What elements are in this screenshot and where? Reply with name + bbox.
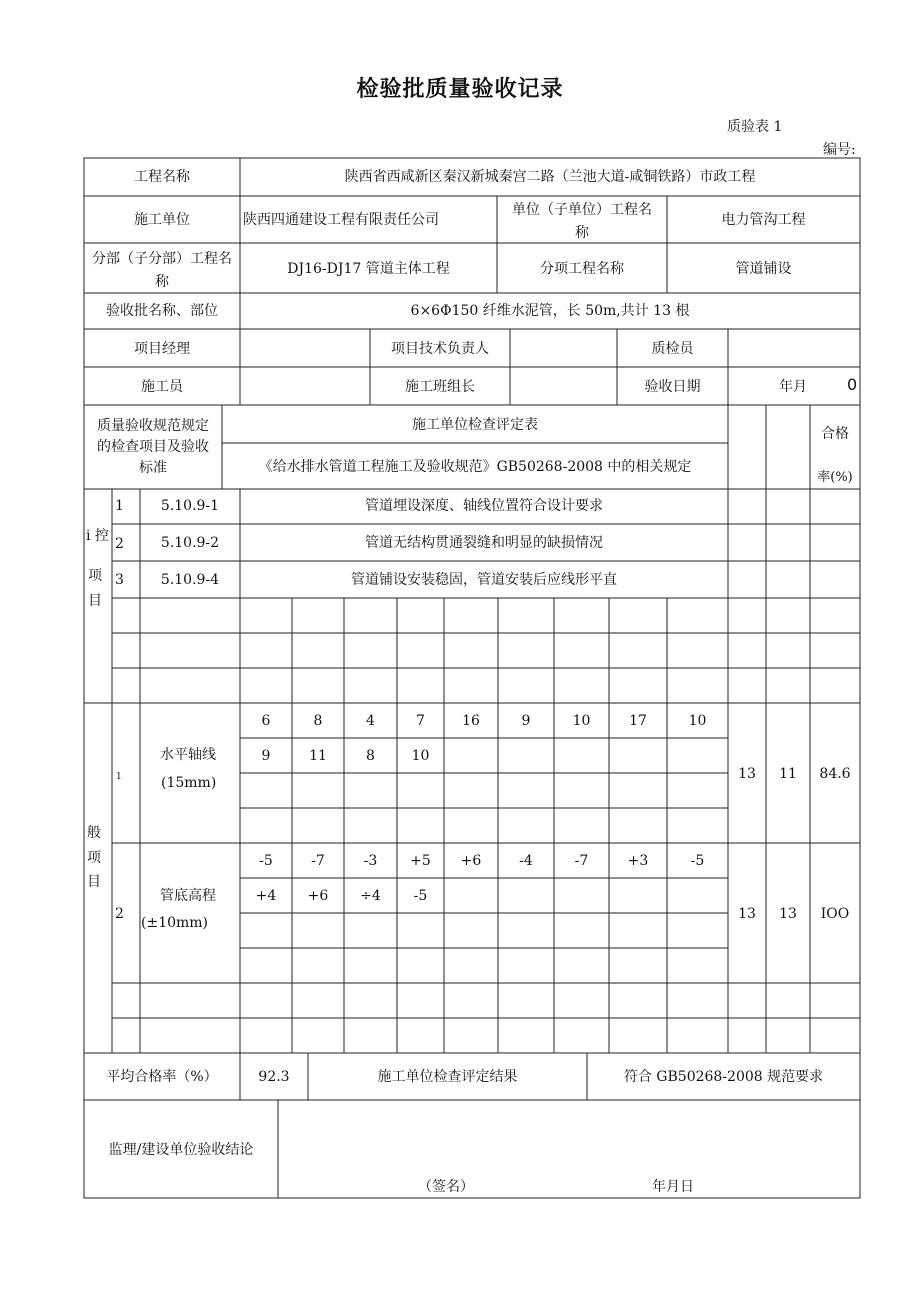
eval-title: 施工单位检查评定表: [412, 417, 538, 433]
pm-label: 项目经理: [134, 341, 190, 357]
measure-cell: 16: [462, 713, 480, 729]
unit-label-line-2: 称: [575, 225, 589, 241]
measure-cell: -7: [574, 853, 589, 869]
pass-rate: IOO: [820, 906, 850, 922]
team-lead-label: 施工班组长: [405, 379, 475, 395]
measure-cell: 10: [411, 748, 430, 764]
supervision-label: 监理/建设单位验收结论: [108, 1142, 254, 1158]
measure-cell: 4: [366, 713, 375, 729]
main-item-no: 2: [115, 536, 124, 552]
general-label-2: 项: [87, 850, 101, 866]
date-extra: 0: [847, 375, 858, 394]
main-item-desc: 管道无结构贯通裂缝和明显的缺损情况: [365, 535, 603, 551]
date-label: 验收日期: [644, 379, 701, 395]
main-control-label-1: i 控: [86, 528, 109, 544]
main-item-no: 3: [115, 572, 124, 588]
measure-cell: +3: [627, 853, 649, 869]
measure-cell: -7: [311, 853, 325, 869]
result-value: 符合 GB50268-2008 规范要求: [623, 1069, 824, 1085]
date-value: 年月: [779, 379, 807, 395]
total-points: 13: [738, 766, 756, 782]
main-item-desc: 管道埋设深度、轴线位置符合设计要求: [365, 498, 603, 514]
main-control-label-2: 项: [88, 568, 102, 584]
measure-cell: 10: [688, 713, 707, 729]
division-value: DJ16-DJ17 管道主体工程: [287, 261, 450, 277]
general-label-1: 般: [87, 825, 101, 841]
main-control-label-3: 目: [88, 593, 102, 609]
measure-cell: ÷4: [360, 888, 381, 904]
main-item-desc: 管道铺设安装稳固，管道安装后应线形平直: [351, 572, 617, 588]
batch-label: 验收批名称、部位: [106, 303, 218, 319]
measure-cell: 6: [261, 713, 271, 729]
main-item-clause: 5.10.9-2: [160, 535, 220, 551]
contractor-value: 陕西四通建设工程有限责任公司: [243, 212, 439, 228]
general-item-no: 2: [115, 906, 124, 922]
total-points: 13: [738, 906, 756, 922]
measure-cell: 9: [521, 713, 531, 729]
unit-value: 电力管沟工程: [721, 212, 806, 228]
result-label: 施工单位检查评定结果: [377, 1069, 518, 1085]
main-item-clause: 5.10.9-4: [160, 572, 220, 588]
pass-points: 13: [779, 906, 797, 922]
pass-rate: 84.6: [819, 766, 851, 782]
eval-reference: 《给水排水管道工程施工及验收规范》GB50268-2008 中的相关规定: [258, 459, 692, 475]
measure-cell: 17: [629, 713, 647, 729]
measure-cell: 11: [309, 748, 327, 764]
general-item-name: 管底高程: [160, 888, 216, 904]
pass-rate-label-line-1: 合格: [821, 426, 849, 442]
serial-label: 编号:: [823, 142, 856, 158]
standard-label-line-3: 标准: [139, 460, 167, 476]
main-item-no: 1: [115, 498, 124, 514]
general-item-tolerance: (±10mm): [141, 915, 209, 931]
worker-label: 施工员: [141, 379, 183, 395]
avg-rate-label: 平均合格率（%）: [106, 1069, 218, 1085]
batch-value: 6×6Φ150 纤维水泥管，长 50m,共计 13 根: [410, 303, 690, 319]
pass-points: 11: [779, 766, 797, 782]
measure-cell: +6: [460, 853, 482, 869]
project-name-label: 工程名称: [134, 169, 190, 185]
division-label-line-1: 分部（子分部）工程名: [92, 251, 232, 267]
division-label-line-2: 称: [155, 274, 169, 290]
standard-label-line-1: 质量验收规范规定: [97, 418, 209, 434]
tech-lead-label: 项目技术负责人: [391, 341, 489, 357]
page-title: 检验批质量验收记录: [356, 77, 564, 102]
main-item-clause: 5.10.9-1: [160, 498, 220, 514]
measure-cell: -5: [413, 888, 428, 904]
measure-cell: -5: [690, 853, 705, 869]
measure-cell: -3: [363, 853, 378, 869]
general-label-3: 目: [87, 874, 101, 890]
standard-label-line-2: 的检查项目及验收: [97, 439, 209, 455]
measure-cell: -5: [259, 853, 273, 869]
general-item-no: 1: [116, 772, 122, 782]
form-number: 质验表 1: [727, 119, 783, 135]
measure-cell: 10: [572, 713, 591, 729]
measure-cell: +6: [307, 888, 329, 904]
pass-rate-label-line-2: 率(%): [817, 470, 853, 485]
subitem-value: 管道铺设: [735, 261, 792, 277]
measure-cell: -4: [519, 853, 533, 869]
unit-label-line-1: 单位（子单位）工程名: [512, 202, 652, 218]
measure-cell: 8: [313, 713, 323, 729]
measure-cell: +5: [410, 853, 431, 869]
signature-label: （签名）: [418, 1179, 474, 1195]
measure-cell: 9: [261, 748, 271, 764]
qc-label: 质检员: [651, 341, 694, 357]
avg-rate-value: 92.3: [258, 1069, 290, 1085]
general-item-name: 水平轴线: [160, 747, 216, 763]
subitem-label: 分项工程名称: [540, 261, 624, 277]
measure-cell: 7: [416, 713, 425, 729]
contractor-label: 施工单位: [134, 212, 190, 228]
measure-cell: +4: [255, 888, 277, 904]
project-name-value: 陕西省西咸新区秦汉新城秦宫二路（兰池大道-咸铜铁路）市政工程: [344, 169, 756, 185]
general-item-tolerance: (15mm): [161, 775, 217, 791]
signature-date: 年月日: [652, 1179, 694, 1195]
measure-cell: 8: [366, 748, 375, 764]
